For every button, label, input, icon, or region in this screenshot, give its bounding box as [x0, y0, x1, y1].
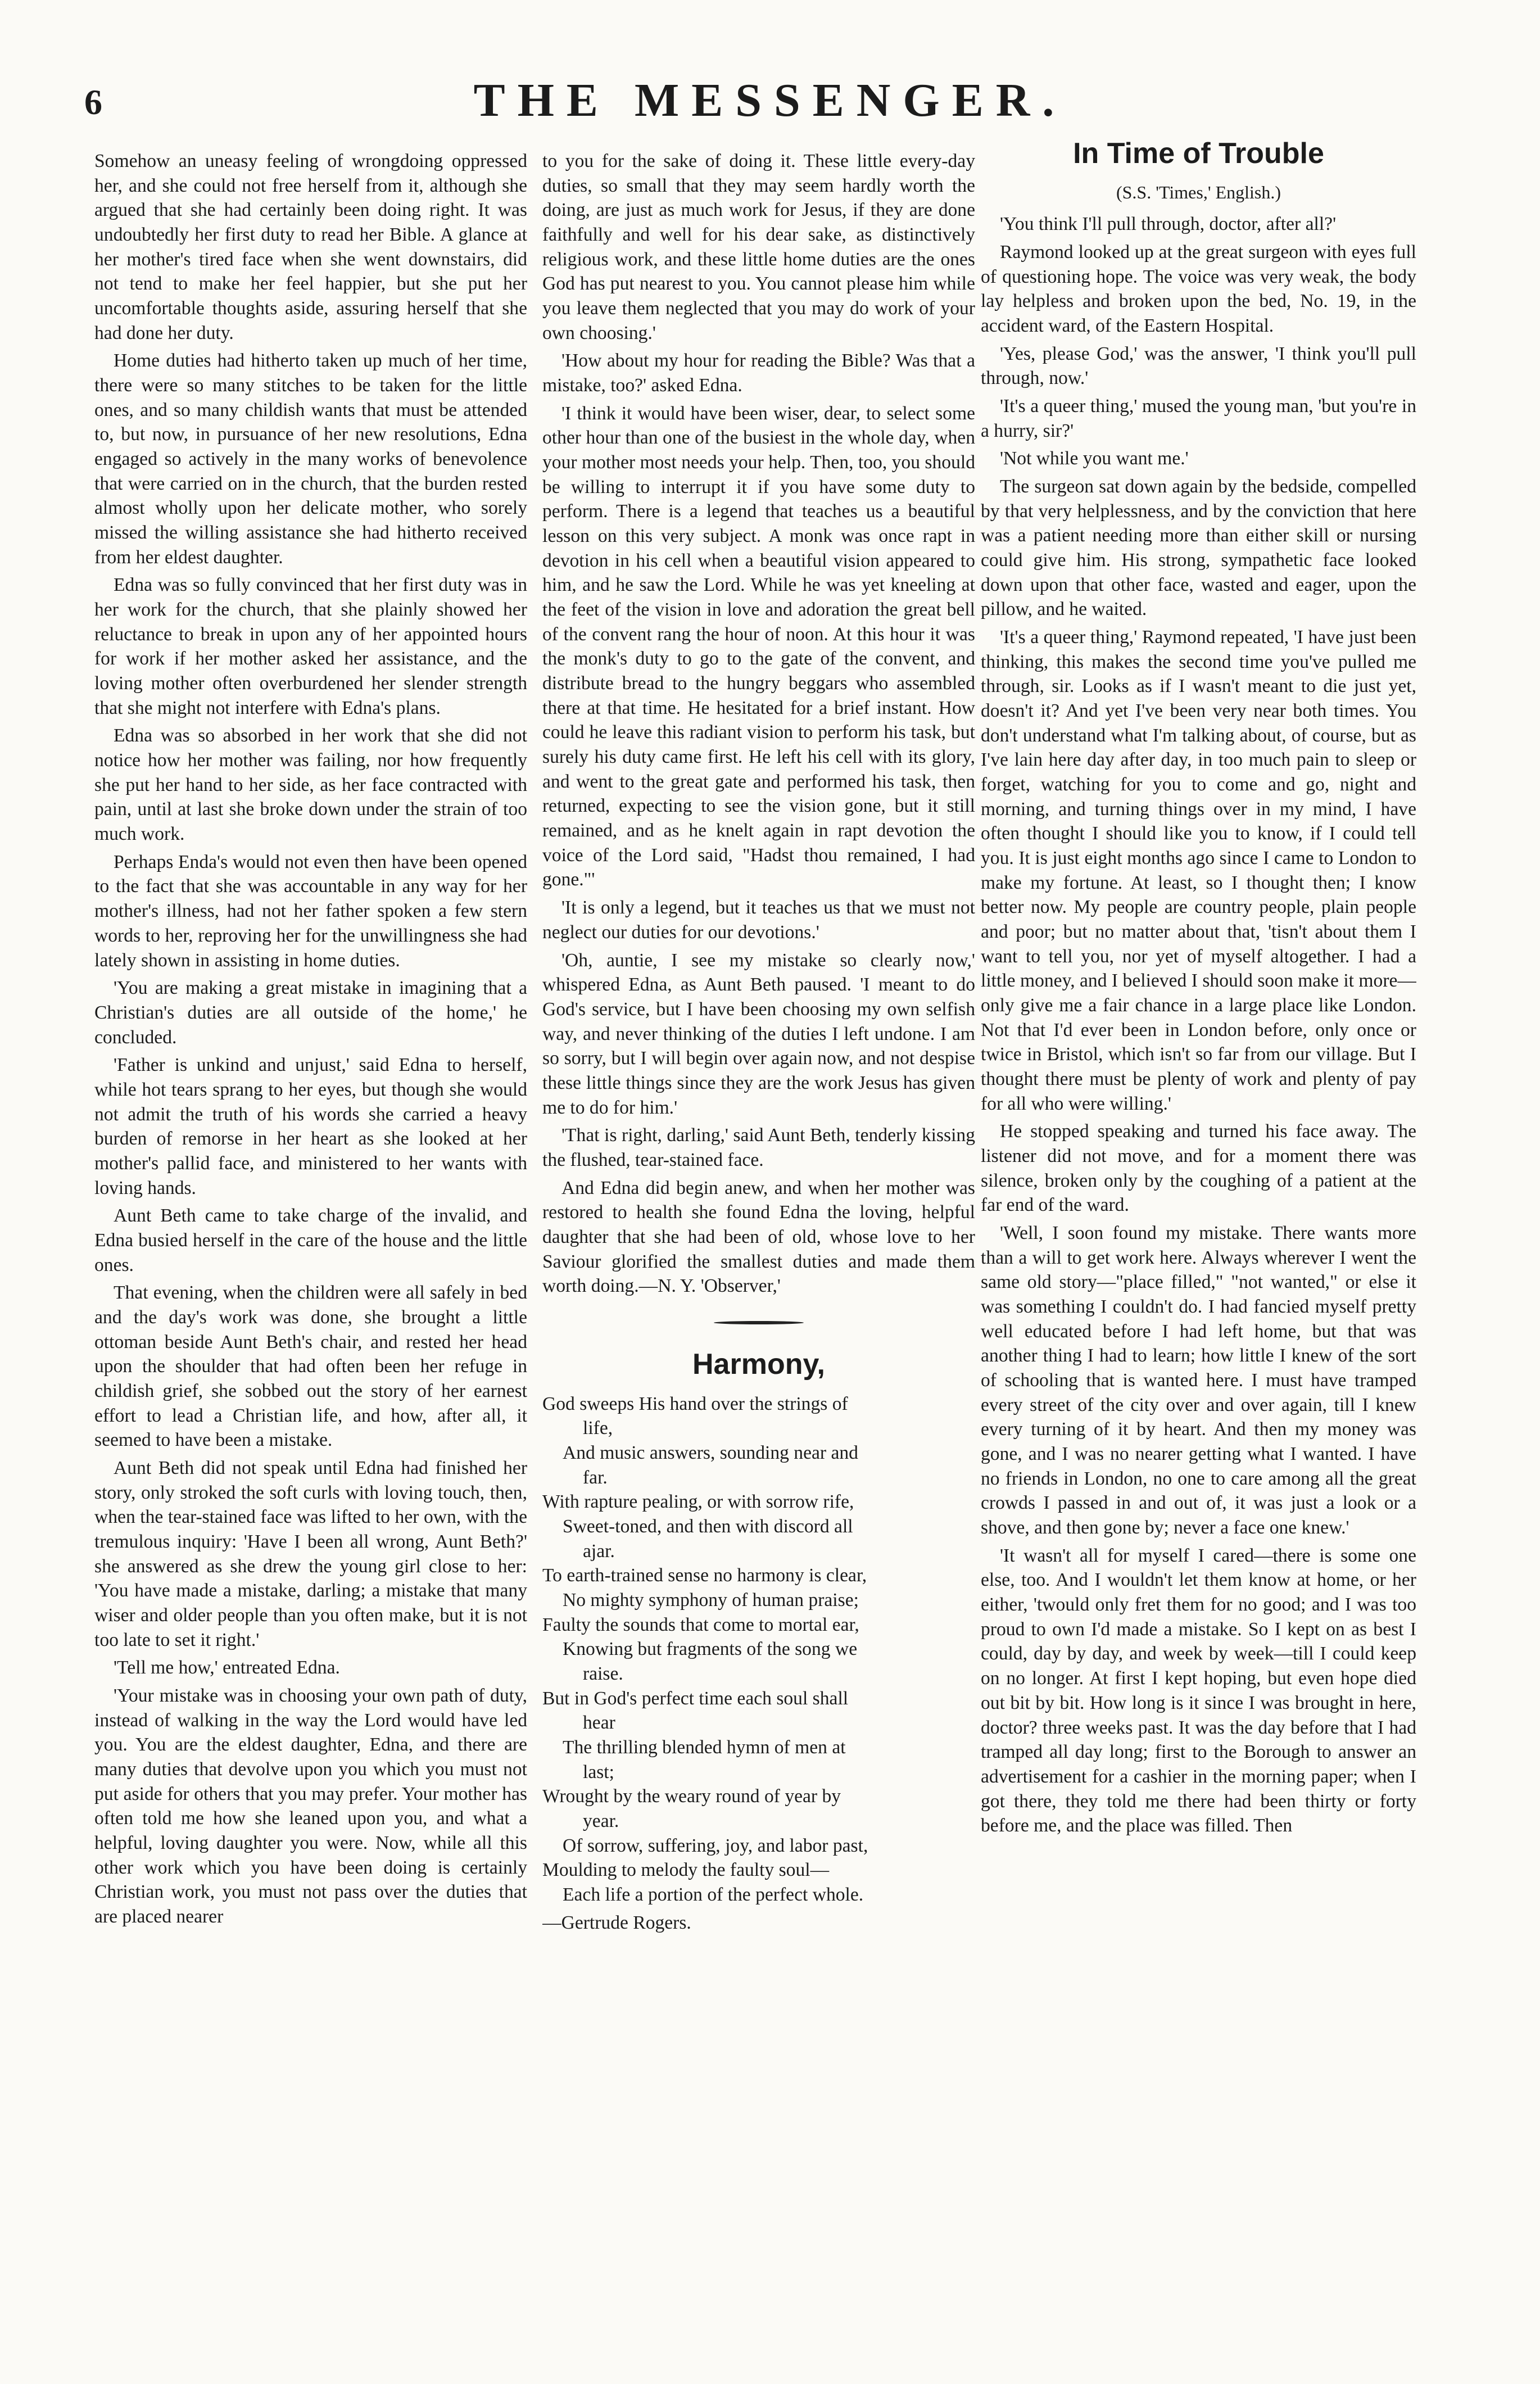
poem-title: Harmony, [692, 1347, 825, 1381]
paragraph: 'It is only a legend, but it teaches us that we must not neglect our duties for our devotions.' [542, 897, 975, 943]
poem-line: Sweet-toned, and then with discord all [563, 1516, 853, 1537]
poem-line: year. [583, 1810, 619, 1831]
paragraph: And Edna did begin anew, and when her mother was restored to health she found Edna the loving, helpful daughter that she had been of old, whose love to her Saviour glorified the smallest duties and made them worth doing.—N. Y. 'Observer,' [542, 1177, 975, 1297]
poem-author: —Gertrude Rogers. [542, 1912, 691, 1933]
section-divider [714, 1321, 804, 1324]
poem-line: God sweeps His hand over the strings of [542, 1393, 848, 1414]
poem-line: And music answers, sounding near and [563, 1442, 858, 1463]
column-3 [981, 135, 1416, 2344]
paragraph: Edna was so absorbed in her work that she did not notice how her mother was failing, nor how frequently she put her hand to her side, as her face contracted with pain, until at last she broke down under the strain of too much work. [94, 725, 527, 845]
masthead-title: THE MESSENGER. [473, 74, 1067, 126]
poem-line: With rapture pealing, or with sorrow rife, [542, 1491, 854, 1513]
paragraph: 'Yes, please God,' was the answer, 'I think you'll pull through, now.' [981, 343, 1416, 389]
paragraph: 'It's a queer thing,' Raymond repeated, 'I have just been thinking, this makes the second time you've pulled me through, sir. Looks as if I wasn't meant to die just yet, doesn't it? And yet I've been very near both times. You don't understand what I'm talking about, of course, but as I've lain here day after day, in too much pain to sleep or forget, watching for you to come and go, night and morning, and turning things over in my mind, I have often thought I should like you to know, if I could tell you. It is just eight months ago since I came to London to make my fortune. At least, so I thought then; I know better now. My people are country people, plain people and poor; but no matter about that, 'tisn't about them I want to tell you, nor yet of myself altogether. I had a little money, and I believed I should soon make it more—only give me a fair chance in a large place like London. Not that I'd ever been in London before, only once or twice in Bristol, which isn't so far from our village. But I thought there must be plenty of work and plenty of pay for all who were willing.' [981, 626, 1416, 1114]
article-byline: (S.S. 'Times,' English.) [1116, 182, 1281, 202]
paragraph: 'Tell me how,' entreated Edna. [114, 1657, 340, 1679]
poem-line: No mighty symphony of human praise; [563, 1589, 859, 1611]
paragraph: Aunt Beth came to take charge of the invalid, and Edna busied herself in the care of the house and the little ones. [94, 1205, 527, 1275]
poem-line: Faulty the sounds that come to mortal ear, [542, 1614, 859, 1635]
poem-line: hear [583, 1712, 615, 1734]
paragraph: 'Not while you want me.' [1000, 448, 1189, 469]
paragraph: 'Your mistake was in choosing your own path of duty, instead of walking in the way the Lord would have led you. You are the eldest daughter, Edna, and there are many duties that devolve upon you which you must not put aside for others that you may prefer. Your mother has often told me how she leaned upon you, and what a helpful, loving daughter you were. Now, while all this other work which you have been doing is certainly Christian work, you must not pass over the duties that are placed nearer [94, 1685, 527, 1928]
paragraph: to you for the sake of doing it. These little every-day duties, so small that they may seem hardly worth the doing, are just as much work for Jesus, if they are done faithfully and well for his dear sake, as distinctively religious work, and these little home duties are the ones God has put nearest to you. You cannot please him while you leave them neglected that you may do work of your own choosing.' [542, 151, 975, 343]
paragraph: 'That is right, darling,' said Aunt Beth, tenderly kissing the flushed, tear-stained face. [542, 1125, 975, 1170]
paragraph: Raymond looked up at the great surgeon with eyes full of questioning hope. The voice was very weak, the body lay helpless and broken upon the bed, No. 19, in the accident ward, of the Eastern Hospital. [981, 241, 1416, 336]
paragraph: 'Oh, auntie, I see my mistake so clearly now,' whispered Edna, as Aunt Beth paused. 'I meant to do God's service, but I have been choosing my own selfish way, and never thinking of the duties I left undone. I am so sorry, but I will begin over again now, and not despise these little things since they are the work Jesus has given me to do for him.' [542, 949, 975, 1118]
paragraph: 'You think I'll pull through, doctor, after all?' [1000, 214, 1337, 235]
poem-line: ajar. [583, 1540, 615, 1562]
column-1 [94, 149, 527, 2358]
poem-line: last; [583, 1761, 614, 1783]
paragraph: 'You are making a great mistake in imagining that a Christian's duties are all outside of the home,' he concluded. [94, 978, 527, 1048]
poem-line: far. [583, 1467, 608, 1488]
poem-line: raise. [583, 1663, 623, 1684]
poem-line: Of sorrow, suffering, joy, and labor past, [563, 1835, 868, 1856]
column-2 [542, 149, 975, 2358]
poem-line: The thrilling blended hymn of men at [563, 1736, 846, 1758]
article-title: In Time of Trouble [1073, 137, 1324, 170]
poem-line: life, [583, 1418, 613, 1439]
paragraph: 'It wasn't all for myself I cared—there is some one else, too. And I wouldn't let them know at home, or her either, 'twould only fret them for no good; and I was too proud to own I'd made a mistake. So I kept on as best I could, day by day, and week by week—till I could keep on no longer. At first I kept hoping, but even hope died out bit by bit. How long is it since I was brought in here, doctor? three weeks past. It was the day before that I had tramped all day long; first to the Borough to answer an advertisement for a cashier in the morning paper; when I got there, they told me there had been thirty or forty before me, and the place was filled. Then [981, 1545, 1416, 1836]
poem-line: Wrought by the weary round of year by [542, 1786, 841, 1807]
poem-line: Each life a portion of the perfect whole. [563, 1884, 864, 1905]
paragraph: 'Well, I soon found my mistake. There wants more than a will to get work here. Always wherever I went the same old story—"place filled," "not wanted," or else it was something I couldn't do. I had fancied myself pretty well educated before I had left home, but that was another thing I had to learn; how little I knew of the sort of schooling that is wanted here. I must have tramped every street of the city over and over again, till I knew every turning of it by heart. And then my money was gone, and I was no nearer getting what I wanted. I have no friends in London, no one to care among all the great crowds I passed in and out of, it was just a look or a shove, and then gone by; never a face one knew.' [981, 1223, 1416, 1539]
poem-line: But in God's perfect time each soul shall [542, 1688, 849, 1709]
paragraph: Home duties had hitherto taken up much of her time, there were so many stitches to be taken for the little ones, and so many childish wants that must be attended to, but now, in pursuance of her new resolutions, Edna engaged so actively in the many works of benevolence that were carried on in the church, that the burden rested almost wholly upon her delicate mother, who sorely missed the willing assistance she had hitherto received from her eldest daughter. [94, 350, 527, 568]
paragraph: 'I think it would have been wiser, dear, to select some other hour than one of the busiest in the whole day, when your mother most needs your help. Then, too, you should be willing to interrupt it if you have some duty to perform. There is a legend that teaches us a beautiful lesson on this very subject. A monk was once rapt in devotion in his cell when a beautiful vision appeared to him, and he saw the Lord. While he was yet kneeling at the feet of the vision in love and adoration the great bell of the convent rang the hour of noon. At this hour it was the monk's duty to go to the gate of the convent, and distribute bread to the hungry beggars who assembled there at that time. He hesitated for a brief instant. How could he leave this radiant vision to perform his task, but surely his duty came first. He left his cell with its glory, and went to the great gate and performed his task, then returned, expecting to see the vision gone, but it still remained, and as he knelt again in rapt devotion the voice of the Lord said, "Hadst thou remained, I had gone."' [542, 402, 975, 890]
page-number: 6 [84, 82, 102, 122]
paragraph: 'It's a queer thing,' mused the young man, 'but you're in a hurry, sir?' [981, 395, 1416, 441]
poem-line: Moulding to melody the faulty soul— [542, 1860, 830, 1881]
paragraph: Perhaps Enda's would not even then have been opened to the fact that she was accountable in any way for her mother's illness, had not her father spoken a few stern words to her, reproving her for the unwillingness she had lately shown in assisting in home duties. [94, 851, 527, 971]
paragraph: He stopped speaking and turned his face away. The listener did not move, and for a moment there was silence, broken only by the coughing of a patient at the far end of the ward. [981, 1121, 1416, 1216]
paragraph: 'Father is unkind and unjust,' said Edna to herself, while hot tears sprang to her eyes, but though she would not admit the truth of his words she carried a heavy burden of remorse in her heart as she looked at her mother's pallid face, and ministered to her wants with loving hands. [94, 1055, 527, 1198]
paragraph: Edna was so fully convinced that her first duty was in her work for the church, that she plainly showed her reluctance to break in upon any of her appointed hours for work if her mother asked her assistance, and the loving mother often overburdened her slender strength that she might not interfere with Edna's plans. [94, 574, 527, 718]
paragraph: Aunt Beth did not speak until Edna had finished her story, only stroked the soft curls with loving touch, then, when the tear-stained face was lifted to her own, with the tremulous inquiry: 'Have I been all wrong, Aunt Beth?' she answered as she drew the young girl close to her: 'You have made a mistake, darling; a mistake that many wiser and older people than you often make, but it is not too late to set it right.' [94, 1457, 527, 1650]
poem [542, 1392, 975, 1935]
poem-line: Knowing but fragments of the song we [563, 1639, 858, 1660]
paragraph: 'How about my hour for reading the Bible? Was that a mistake, too?' asked Edna. [542, 350, 975, 396]
poem-line: To earth-trained sense no harmony is clear, [542, 1565, 867, 1586]
paragraph: That evening, when the children were all safely in bed and the day's work was done, she brought a little ottoman beside Aunt Beth's chair, and rested her head upon the shoulder that had often been her refuge in childish grief, she sobbed out the story of her earnest effort to lead a Christian life, and how, after all, it seemed to have been a mistake. [94, 1282, 527, 1451]
paragraph: The surgeon sat down again by the bedside, compelled by that very helplessness, and by the conviction that here was a patient needing more than either skill or nursing could give him. His strong, sympathetic face looked down upon that other face, wasted and eager, upon the pillow, and he waited. [981, 476, 1416, 620]
paragraph: Somehow an uneasy feeling of wrongdoing oppressed her, and she could not free herself from it, although she argued that she had certainly been doing right. It was undoubtedly her first duty to read her Bible. A glance at her mother's tired face when she went downstairs, did not tend to make her feel happier, but she put her uncomfortable thoughts aside, assuring herself that she had done her duty. [94, 151, 527, 343]
